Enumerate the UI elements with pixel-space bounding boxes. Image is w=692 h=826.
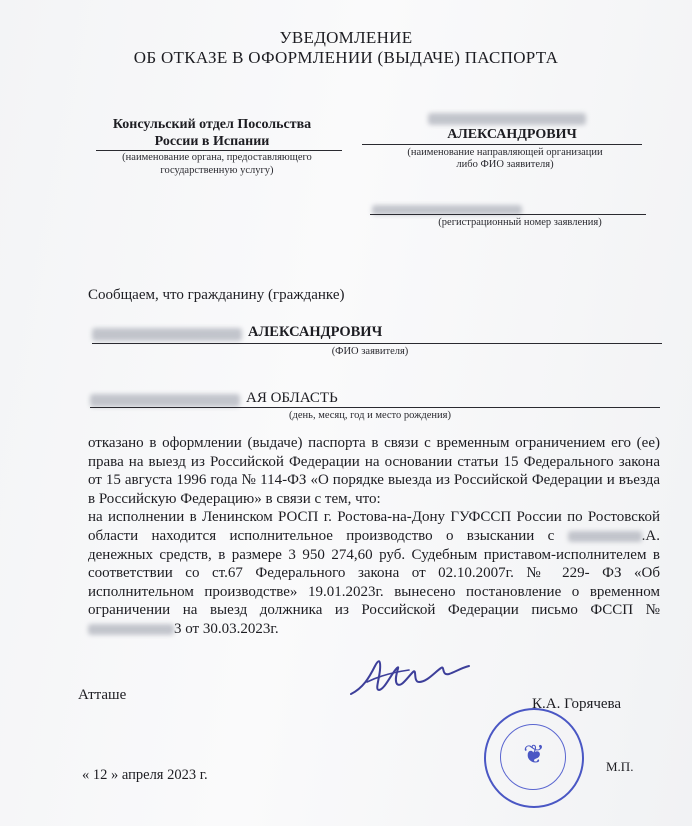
double-headed-eagle-icon: ❦ [523, 740, 545, 769]
issue-date: « 12 » апреля 2023 г. [82, 767, 208, 783]
registration-underline [370, 214, 646, 215]
signatory-position: Атташе [78, 687, 127, 703]
applicant-intro: Сообщаем, что гражданину (гражданке) [88, 287, 345, 303]
signature-icon [345, 648, 475, 708]
body-paragraph-2-b: .А. денежных средств, в размере 3 950 274,60 руб. Судебным приставом-исполнителем в соответствии со ст.67 Федерального закона от 02.10.2007г. № 229- ФЗ «Об исполнительном производстве» 19.01.2023г. вынесено постановление о временном ограничении на выезд должника из Российской Федерации письмо ФССП № [88, 527, 661, 619]
birth-place: АЯ ОБЛАСТЬ [246, 390, 338, 406]
doc-title-line2: ОБ ОТКАЗЕ В ОФОРМЛЕНИИ (ВЫДАЧЕ) ПАСПОРТА [133, 48, 559, 67]
redacted-applicant-name [92, 328, 242, 341]
signatory-name: К.А. Горячева [532, 696, 622, 712]
registration-caption: (регистрационный номер заявления) [438, 217, 602, 228]
consular-seal-icon [484, 708, 584, 808]
birth-underline [90, 407, 660, 408]
issuer-name-line1: Консульский отдел Посольства [112, 117, 312, 132]
doc-title-line1: УВЕДОМЛЕНИЕ [279, 28, 413, 47]
body-paragraph-1: отказано в оформлении (выдаче) паспорта в связи с временным ограничением его (ее) права на выезд из Российской Федерации на основании статьи 15 Федерального закона от 15 августа 1996 года № 114-ФЗ «О порядке выезда из Российской Федерации и въезда в Российскую Федерацию» в связи с тем, что: [88, 435, 660, 507]
redacted-recipient-name [428, 113, 586, 125]
applicant-name: АЛЕКСАНДРОВИЧ [248, 324, 383, 340]
redacted-birth-data [90, 394, 240, 407]
applicant-name-caption: (ФИО заявителя) [331, 346, 409, 357]
redacted-debtor-name [568, 531, 642, 542]
applicant-name-underline [92, 343, 662, 344]
redacted-letter-number [88, 624, 174, 635]
body-paragraph-2-a: на исполнении в Ленинском РОСП г. Ростова-на-Дону ГУФССП России по Ростовской области находится исполнительное производство о взыскании с [88, 509, 660, 544]
issuer-underline [96, 150, 342, 151]
recipient-name: АЛЕКСАНДРОВИЧ [447, 127, 577, 142]
birth-caption: (день, месяц, год и место рождения) [289, 410, 451, 421]
body-paragraph-2 [88, 508, 660, 638]
recipient-caption-line2: либо ФИО заявителя) [456, 159, 554, 170]
seal-place-label: М.П. [606, 759, 634, 774]
notice-body [88, 434, 660, 639]
recipient-caption-line1: (наименование направляющей организации [407, 147, 603, 158]
recipient-underline [362, 144, 642, 145]
issuer-caption-line2: государственную услугу) [160, 165, 274, 176]
issuer-name-line2: России в Испании [154, 134, 270, 149]
issuer-caption-line1: (наименование органа, предоставляющего [122, 152, 312, 163]
body-paragraph-2-c: 3 от 30.03.2023г. [174, 620, 279, 637]
